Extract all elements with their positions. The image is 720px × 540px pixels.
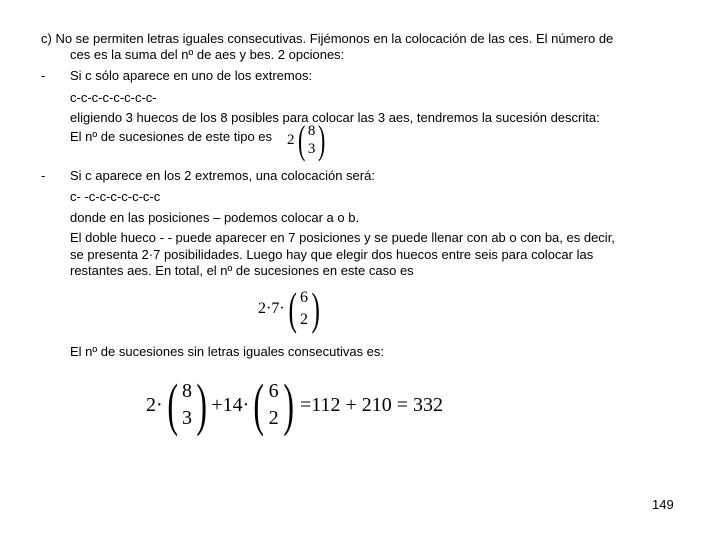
left-paren: ( [253,372,265,437]
final-plus-coef: +14· [211,393,250,416]
formula-two [258,283,323,334]
bullet-marker-2: - [41,168,46,183]
bullet2-line-5: se presenta 2·7 posibilidades. Luego hay que elegir dos huecos entre seis para colocar las [70,247,594,262]
right-paren: ) [282,372,294,437]
formula-one-bottom: 3 [307,141,316,157]
heading-line-1: c) No se permiten letras iguales consecutivas. Fijémonos en la colocación de las ces. El número de [41,31,614,46]
bullet1-sequence: c-c-c-c-c-c-c-c- [70,90,157,105]
left-paren: ( [297,117,305,162]
formula-one [287,117,329,162]
bullet2-line-4: El doble hueco - - puede aparecer en 7 posiciones y se puede llenar con ab o con ba, es decir, [70,230,615,245]
page-number: 149 [652,497,674,512]
right-paren: ) [311,283,320,334]
final-binom1-bottom: 3 [182,407,192,429]
bullet1-line-4: El nº de sucesiones de este tipo es [70,129,273,144]
formula-one-coef: 2 [287,131,295,148]
formula-two-bottom: 2 [299,311,308,328]
bullet2-line-3: donde en las posiciones – podemos colocar a o b. [70,210,360,225]
formula-two-top: 6 [299,289,308,306]
bullet-marker-1: - [41,68,46,83]
bullet2-line-1: Si c aparece en los 2 extremos, una colocación será: [70,168,375,183]
final-binom1-top: 8 [182,380,192,402]
conclusion-text: El nº de sucesiones sin letras iguales consecutivas es: [70,344,385,359]
right-paren: ) [318,117,326,162]
formula-one-top: 8 [307,123,316,139]
bullet2-sequence: c- -c-c-c-c-c-c-c [70,189,161,204]
final-coef-1: 2· [146,393,163,416]
bullet1-line-1: Si c sólo aparece en uno de los extremos: [70,68,313,83]
final-result: =112 + 210 = 332 [299,393,444,416]
left-paren: ( [167,372,178,437]
bullet2-line-6: restantes aes. En total, el nº de sucesiones en este caso es [70,263,414,278]
formula-two-coef: 2·7· [258,300,285,317]
left-paren: ( [288,283,297,334]
heading-line-2: ces es la suma del nº de aes y bes. 2 opciones: [70,47,345,62]
final-binom2-top: 6 [268,380,279,402]
right-paren: ) [196,372,207,437]
final-binom2-bottom: 2 [268,407,279,429]
bullet1-line-3: eligiendo 3 huecos de los 8 posibles para colocar las 3 aes, tendremos la sucesión descrita: [70,110,600,125]
final-formula [146,372,444,437]
